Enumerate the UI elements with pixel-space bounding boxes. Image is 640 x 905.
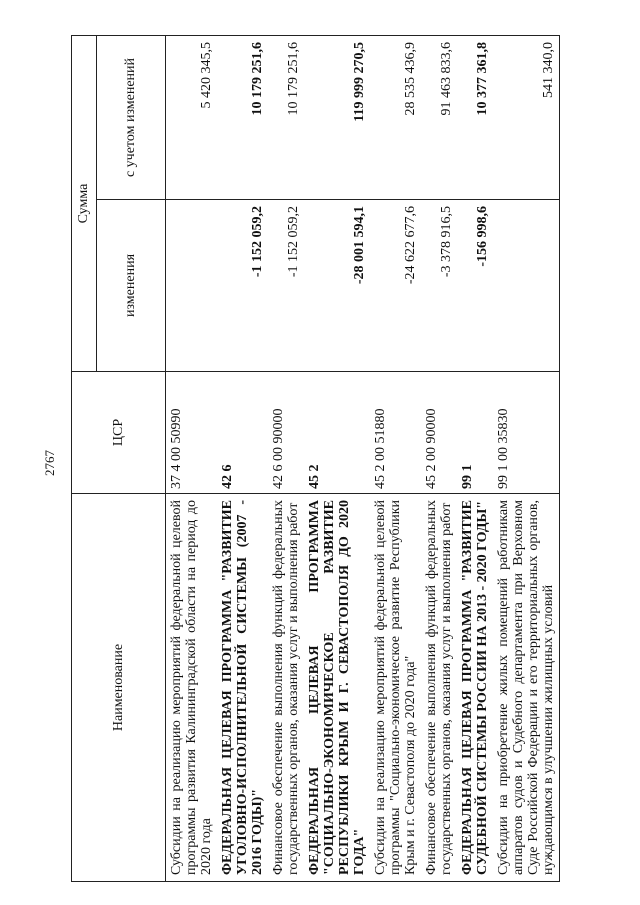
row-csr: 42 6: [217, 372, 268, 494]
header-change: изменения: [97, 200, 166, 372]
row-name: Финансовое обеспечение выполнения функций федеральных государственных органов, оказания услуг и выполнения работ: [421, 494, 457, 882]
row-name: Субсидии на реализацию мероприятий федеральной целевой программы "Социально-экономическое развитие Республики Крым и г. Севастополя до 2020 года": [370, 494, 421, 882]
row-total: 10 179 251,6: [217, 36, 268, 200]
row-name: Финансовое обеспечение выполнения функций федеральных государственных органов, оказания услуг и выполнения работ: [268, 494, 304, 882]
row-total: 91 463 833,6: [421, 36, 457, 200]
row-total: 28 535 436,9: [370, 36, 421, 200]
row-name: Субсидии на реализацию мероприятий федеральной целевой программы развития Калининградской области на период до 2020 года: [166, 494, 218, 882]
row-change: -1 152 059,2: [268, 200, 304, 372]
header-name: Наименование: [72, 494, 166, 882]
row-change: -3 378 916,5: [421, 200, 457, 372]
row-name: ФЕДЕРАЛЬНАЯ ЦЕЛЕВАЯ ПРОГРАММА "РАЗВИТИЕ СУДЕБНОЙ СИСТЕМЫ РОССИИ НА 2013 - 2020 ГОДЫ": [457, 494, 493, 882]
budget-table: [71, 35, 560, 882]
row-csr: 99 1 00 35830: [493, 372, 560, 494]
header-csr: ЦСР: [72, 372, 166, 494]
row-name: Субсидии на приобретение жилых помещений работникам аппаратов судов и Судебного департамента при Верховном Суде Российской Федерации и его территориальных органов, нуждающимся в улучшении жилищных условий: [493, 494, 560, 882]
row-change: [493, 200, 560, 372]
row-change: -1 152 059,2: [217, 200, 268, 372]
rotated-table-container: [71, 36, 566, 882]
row-total: 10 377 361,8: [457, 36, 493, 200]
row-total: 5 420 345,5: [166, 36, 218, 200]
table-row: [457, 36, 493, 882]
row-csr: 45 2: [304, 372, 370, 494]
page-number: 2767: [42, 450, 57, 476]
row-csr: 37 4 00 50990: [166, 372, 218, 494]
table-row: [268, 36, 304, 882]
row-change: -156 998,6: [457, 200, 493, 372]
row-name: ФЕДЕРАЛЬНАЯ ЦЕЛЕВАЯ ПРОГРАММА "СОЦИАЛЬНО-ЭКОНОМИЧЕСКОЕ РАЗВИТИЕ РЕСПУБЛИКИ КРЫМ И Г. СЕВАСТОПОЛЯ ДО 2020 ГОДА": [304, 494, 370, 882]
table-row: [370, 36, 421, 882]
table-row: [421, 36, 457, 882]
table-body: [166, 36, 560, 882]
row-csr: 45 2 00 51880: [370, 372, 421, 494]
row-total: 119 999 270,5: [304, 36, 370, 200]
row-total: 10 179 251,6: [268, 36, 304, 200]
row-change: -28 001 594,1: [304, 200, 370, 372]
row-csr: 45 2 00 90000: [421, 372, 457, 494]
row-name: ФЕДЕРАЛЬНАЯ ЦЕЛЕВАЯ ПРОГРАММА "РАЗВИТИЕ УГОЛОВНО-ИСПОЛНИТЕЛЬНОЙ СИСТЕМЫ (2007 - 2016 ГОДЫ)": [217, 494, 268, 882]
table-row: [493, 36, 560, 882]
row-change: -24 622 677,6: [370, 200, 421, 372]
table-row: [217, 36, 268, 882]
table-row: [166, 36, 218, 882]
header-sum: Сумма: [72, 36, 97, 372]
row-total: 541 340,0: [493, 36, 560, 200]
row-change: [166, 200, 218, 372]
table-row: [304, 36, 370, 882]
row-csr: 42 6 00 90000: [268, 372, 304, 494]
row-csr: 99 1: [457, 372, 493, 494]
header-total: с учетом изменений: [97, 36, 166, 200]
